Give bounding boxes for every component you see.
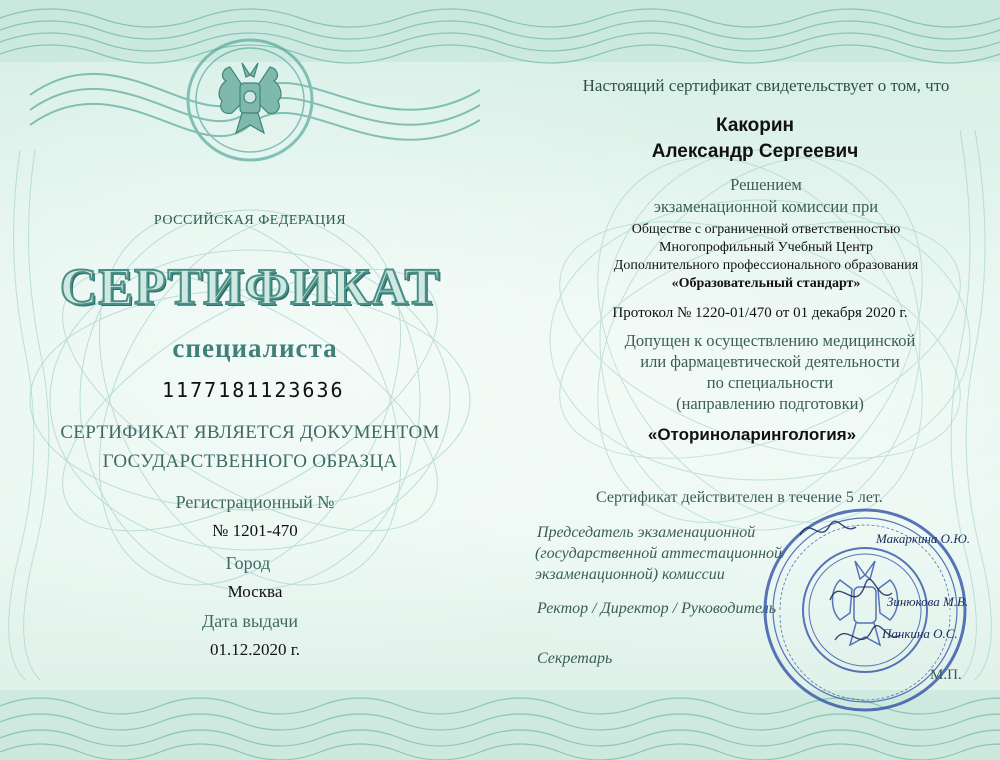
registration-number: № 1201-470 bbox=[212, 521, 298, 540]
certificate-title: СЕРТИФИКАТ bbox=[59, 259, 441, 316]
registration-label: Регистрационный № bbox=[175, 492, 335, 512]
admission-line3: по специальности bbox=[706, 373, 834, 392]
country-name: РОССИЙСКАЯ ФЕДЕРАЦИЯ bbox=[153, 213, 347, 228]
organization-line2: Многопрофильный Учебный Центр bbox=[659, 240, 873, 255]
admission-line4: (направлению подготовки) bbox=[676, 394, 864, 413]
stamp-mark-label: М.П. bbox=[930, 667, 962, 683]
rector-label: Ректор / Директор / Руководитель bbox=[537, 600, 777, 617]
issue-date-label: Дата выдачи bbox=[201, 611, 299, 631]
secretary-label: Секретарь bbox=[537, 650, 613, 667]
issue-date-value: 01.12.2020 г. bbox=[209, 640, 301, 659]
signer-chair: Макаркина О.Ю. bbox=[876, 531, 970, 546]
validity-text: Сертификат действителен в течение 5 лет. bbox=[596, 489, 883, 506]
document-status-line2: ГОСУДАРСТВЕННОГО ОБРАЗЦА bbox=[102, 451, 398, 472]
holder-name: Александр Сергеевич bbox=[651, 141, 859, 162]
organization-line1: Обществе с ограниченной ответственностью bbox=[631, 222, 901, 237]
chair-label-line2: (государственной аттестационной/ bbox=[535, 545, 787, 562]
city-label: Город bbox=[225, 553, 271, 573]
chair-label-line3: экзаменационной) комиссии bbox=[535, 566, 725, 583]
certificate-subtitle: специалиста bbox=[172, 333, 338, 363]
city-value: Москва bbox=[227, 582, 283, 601]
organization-line3: Дополнительного профессионального образования bbox=[613, 258, 919, 273]
double-headed-eagle-icon bbox=[202, 55, 298, 145]
chair-label-line1: Председатель экзаменационной bbox=[537, 524, 756, 541]
document-status-line1: СЕРТИФИКАТ ЯВЛЯЕТСЯ ДОКУМЕНТОМ bbox=[60, 422, 440, 443]
decision-line1: Решением bbox=[730, 175, 802, 194]
admission-line2: или фармацевтической деятельности bbox=[640, 352, 900, 371]
admission-line1: Допущен к осуществлению медицинской bbox=[624, 331, 916, 350]
intro-text: Настоящий сертификат свидетельствует о том, что bbox=[582, 76, 950, 95]
decision-line2: экзаменационной комиссии при bbox=[653, 197, 879, 216]
signer-secretary: Панкина О.С. bbox=[882, 626, 958, 641]
organization-line4: «Образовательный стандарт» bbox=[671, 276, 861, 291]
holder-surname: Какорин bbox=[715, 115, 795, 136]
specialty-name: «Оториноларингология» bbox=[647, 425, 857, 444]
certificate-number: 1177181123636 bbox=[162, 378, 345, 402]
top-border-band bbox=[0, 0, 1000, 63]
signer-rector: Зинюкова М.В. bbox=[887, 594, 969, 609]
protocol-number: Протокол № 1220-01/470 от 01 декабря 2020 г. bbox=[612, 305, 908, 321]
